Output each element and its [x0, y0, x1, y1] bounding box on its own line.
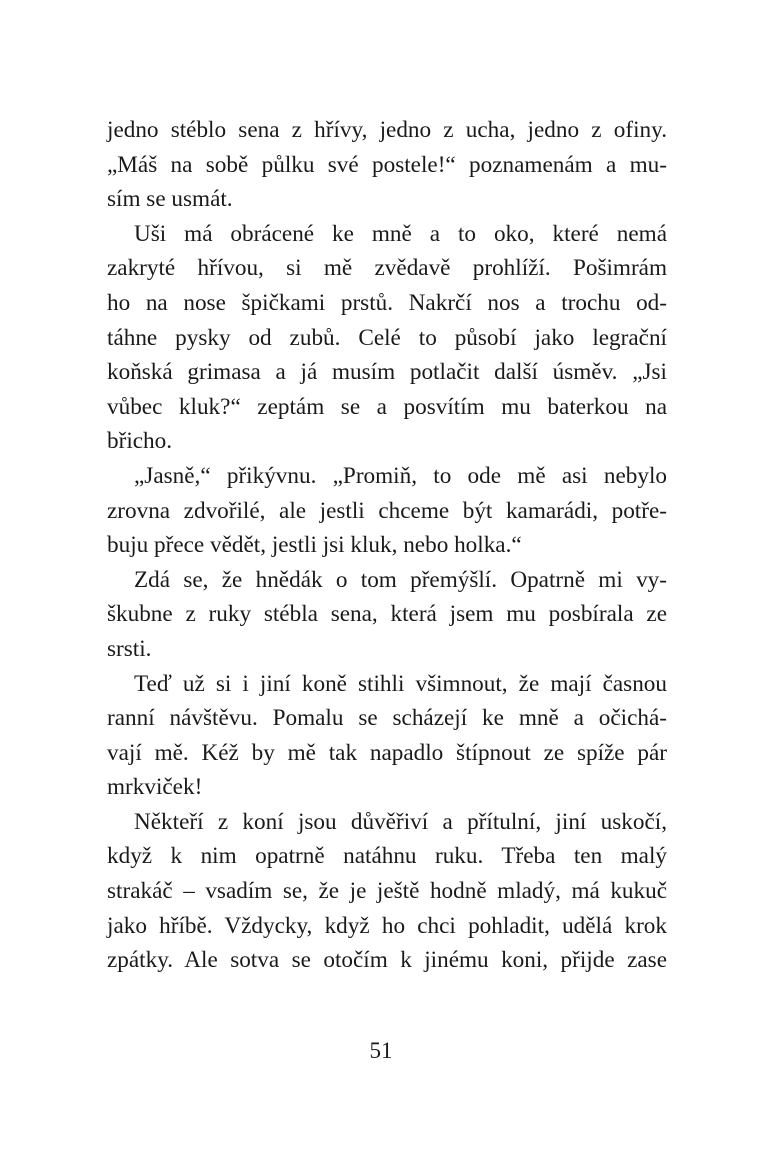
body-text — [107, 113, 667, 978]
paragraph — [107, 667, 667, 805]
text-line: sím se usmát. — [107, 186, 233, 213]
text-line: škubne z ruky stébla sena, která jsem mu posbírala ze — [107, 601, 667, 628]
text-line: Zdá se, že hnědák o tom přemýšlí. Opatrně mi vy- — [134, 566, 667, 593]
text-line: srsti. — [107, 635, 152, 662]
paragraph — [107, 113, 667, 217]
text-line: zakryté hřívou, si mě zvědavě prohlíží. Pošimrám — [107, 255, 667, 282]
text-line: když k nim opatrně natáhnu ruku. Třeba ten malý — [107, 843, 667, 870]
text-line: zpátky. Ale sotva se otočím k jinému koni, přijde zase — [107, 947, 667, 974]
text-line: koňská grimasa a já musím potlačit další úsměv. „Jsi — [107, 359, 667, 386]
text-line: ranní návštěvu. Pomalu se scházejí ke mně a očichá- — [107, 705, 667, 732]
text-line: Teď už si i jiní koně stihli všimnout, že mají časnou — [134, 670, 667, 697]
paragraph — [107, 217, 667, 459]
paragraph — [107, 805, 667, 978]
text-line: ho na nose špičkami prstů. Nakrčí nos a trochu od- — [107, 289, 667, 316]
text-line: zrovna zdvořilé, ale jestli chceme být kamarádi, potře- — [107, 497, 667, 524]
text-line: Někteří z koní jsou důvěřiví a přítulní, jiní uskočí, — [134, 808, 667, 835]
text-line: strakáč – vsadím se, že je ještě hodně mladý, má kukuč — [107, 878, 667, 905]
text-line: buju přece vědět, jestli jsi kluk, nebo holka.“ — [107, 532, 522, 559]
text-line: vůbec kluk?“ zeptám se a posvítím mu baterkou na — [107, 393, 667, 420]
paragraph — [107, 459, 667, 563]
text-line: vají mě. Kéž by mě tak napadlo štípnout ze spíže pár — [107, 739, 667, 766]
text-line: Uši má obrácené ke mně a to oko, které nemá — [134, 220, 667, 247]
text-line: táhne pysky od zubů. Celé to působí jako legrační — [107, 324, 667, 351]
text-line: „Máš na sobě půlku své postele!“ poznamenám a mu- — [107, 151, 667, 178]
paragraph — [107, 563, 667, 667]
text-line: „Jasně,“ přikývnu. „Promiň, to ode mě asi nebylo — [134, 462, 667, 489]
page-number: 51 — [369, 1038, 393, 1063]
text-line: jedno stéblo sena z hřívy, jedno z ucha, jedno z ofiny. — [107, 117, 667, 143]
text-line: břicho. — [107, 428, 173, 455]
text-line: mrkviček! — [107, 774, 203, 801]
text-line: jako hříbě. Vždycky, když ho chci pohladit, udělá krok — [107, 912, 667, 939]
